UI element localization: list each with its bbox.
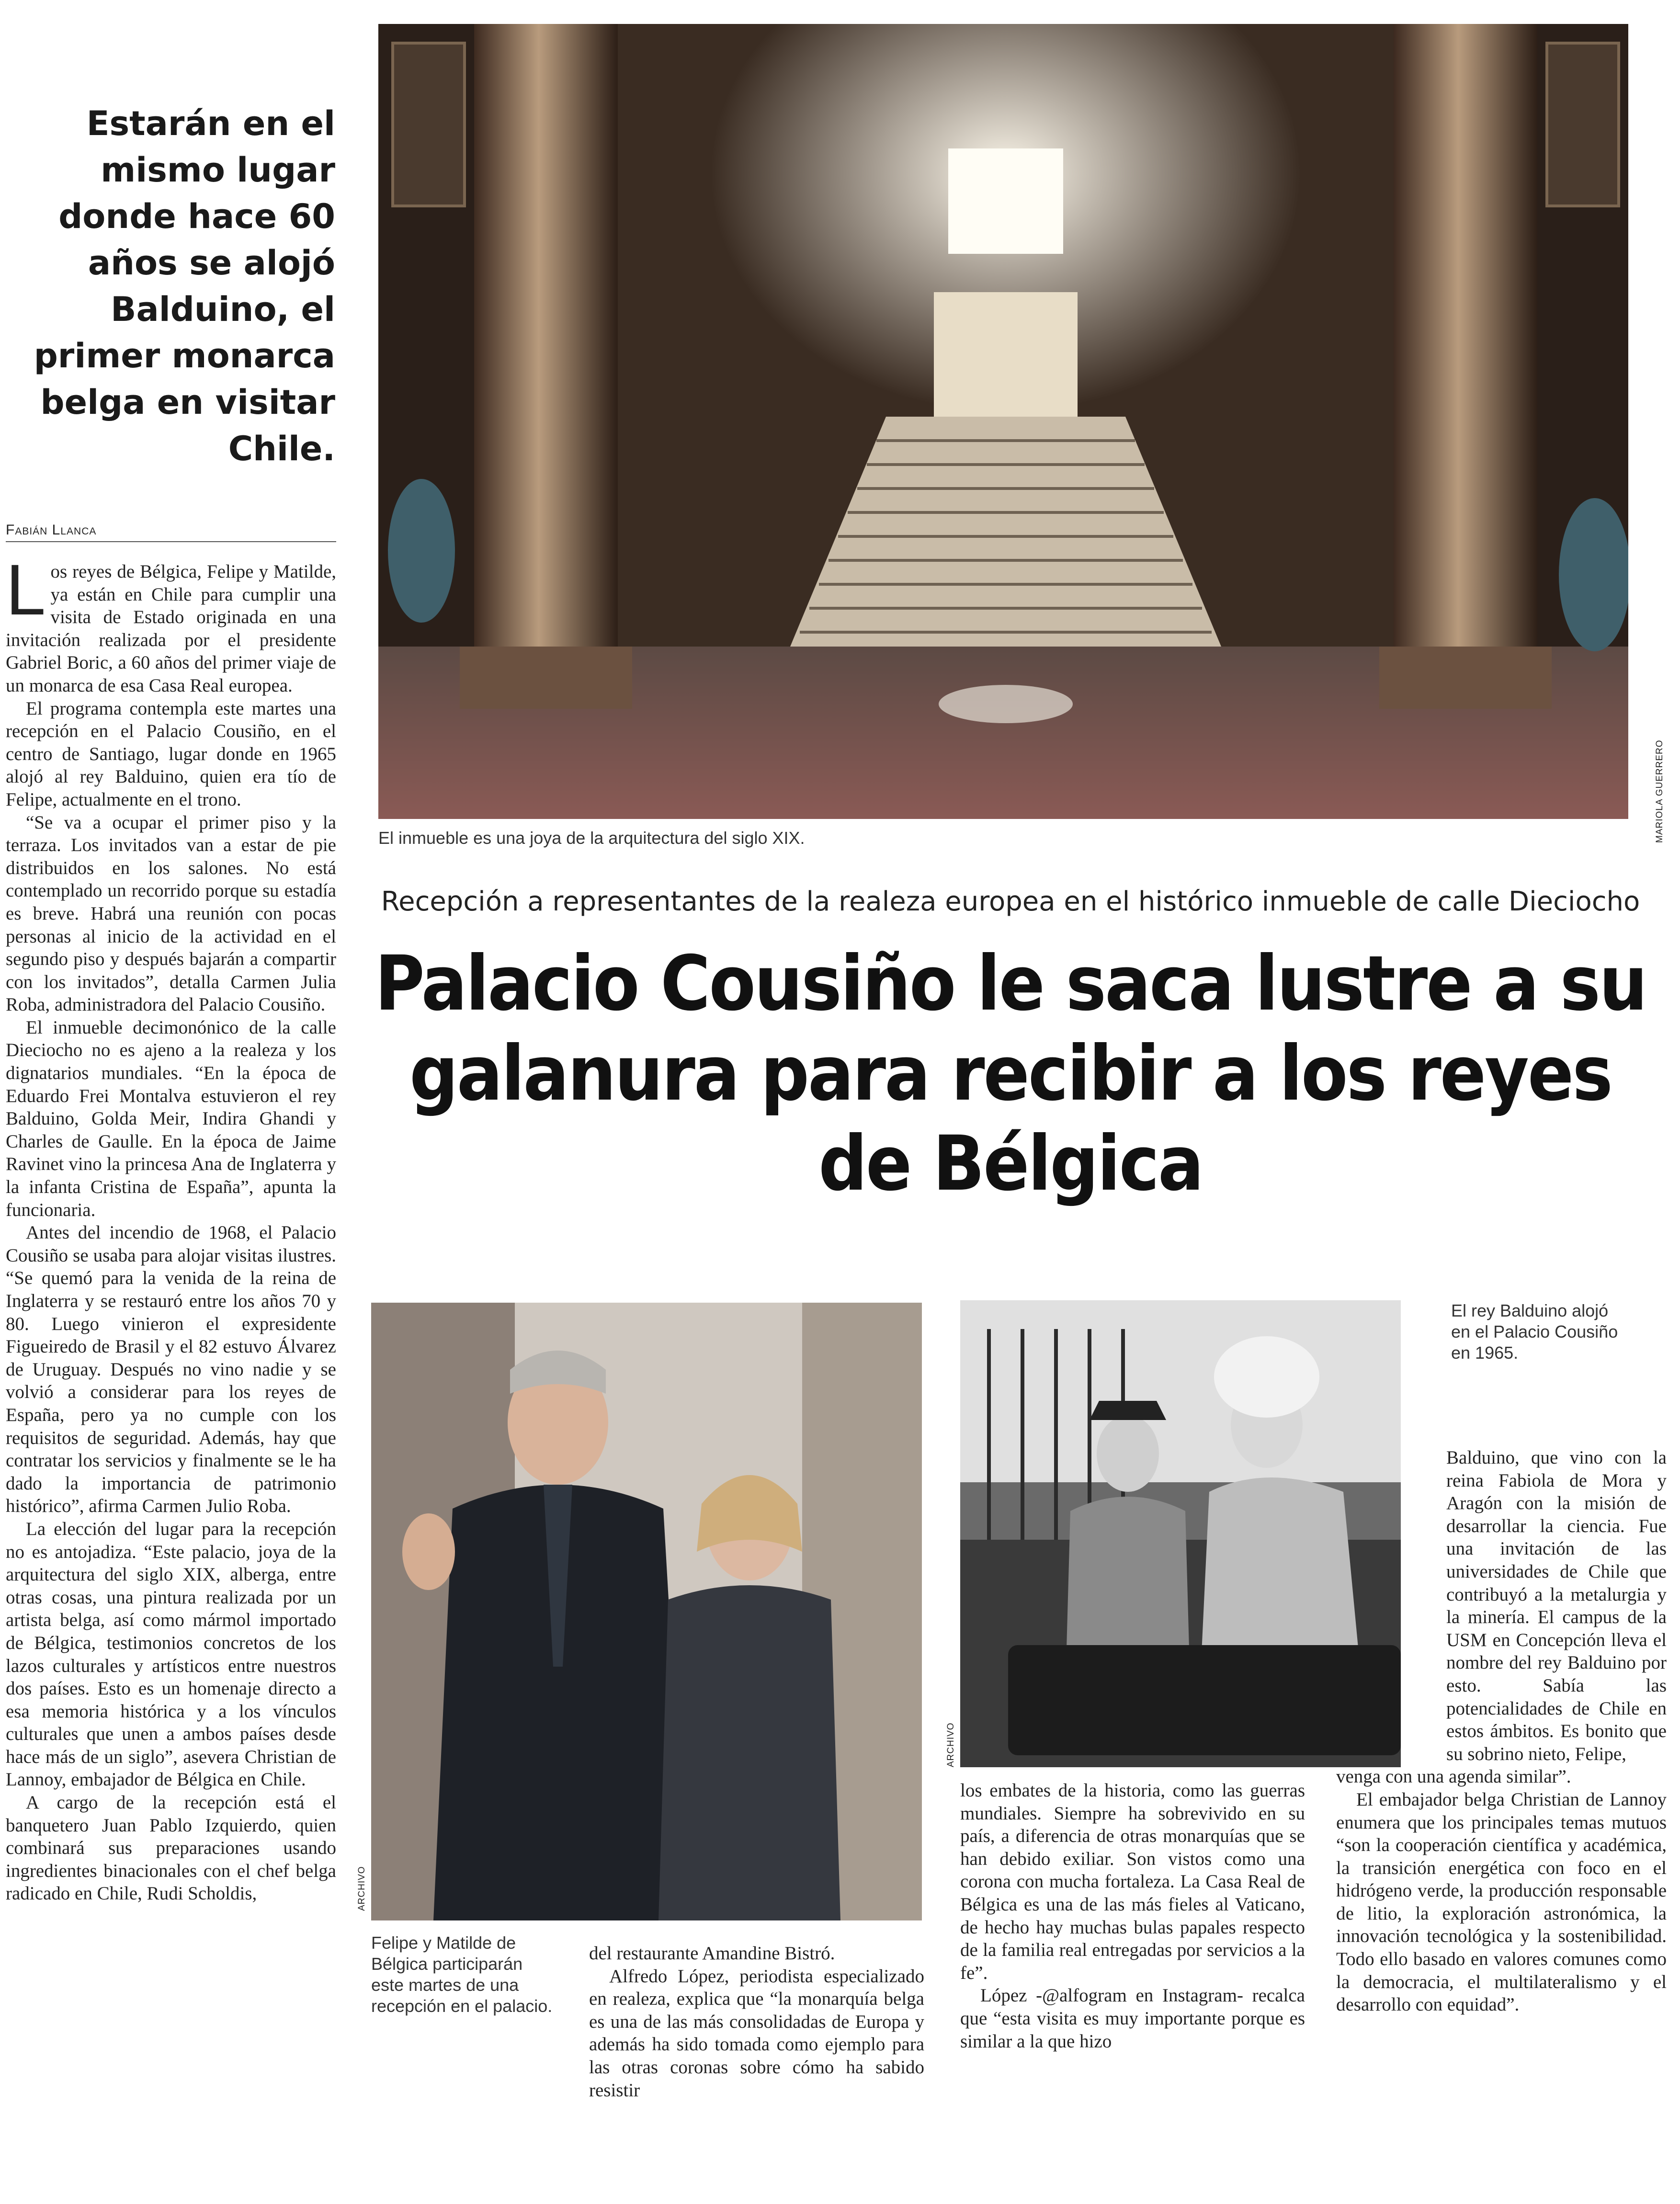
paragraph: El embajador belga Christian de Lannoy enumera que los principales temas mutuos “son la cooperación científica y académica, la transición energética con foco en el hidrógeno verde, la producción responsable de litio, la exploración astronómica, la innovación tecnológica y la sostenibilidad. Todo ello basado en valores comunes como la democracia, el multilateralismo y el desarrollo con equidad”.	[1336, 1789, 1667, 2015]
kicker: Recepción a representantes de la realeza europea en el histórico inmueble de calle Dieciocho	[381, 886, 1640, 917]
photo-caption: El inmueble es una joya de la arquitectura del siglo XIX.	[378, 828, 805, 848]
photo-caption: Felipe y Matilde de Bélgica participarán este martes de una recepción en el palacio.	[371, 1933, 553, 2016]
paragraph: La elección del lugar para la recepción no es antojadiza. “Este palacio, joya de la arquitectura del siglo XIX, alberga, entre otras cosas, una pintura realizada por un artista belga, así como mármol importado de Bélgica, testimonios concretos de los lazos culturales y artísticos entre nuestros dos países. Esto es un homenaje directo a esa memoria histórica y a los vínculos culturales que unen a ambos países desde hace más de un siglo”, asevera Christian de Lannoy, embajador de Bélgica en Chile.	[6, 1518, 336, 1790]
body-column-3	[960, 1779, 1305, 2053]
paragraph: A cargo de la recepción está el banquetero Juan Pablo Izquierdo, quien combinará sus preparaciones usando ingredientes binacionales con el chef belga radicado en Chile, Rudi Scholdis,	[6, 1792, 336, 1904]
staircase-photo	[378, 24, 1628, 819]
paragraph: Antes del incendio de 1968, el Palacio Cousiño se usaba para alojar visitas ilustres. “Se quemó para la venida de la reina de Inglaterra y se restauró entre los años 70 y 80. Luego vinieron el expresidente Figueiredo de Brasil y el 82 estuvo Álvarez de Uruguay. Después no vino nadie y se volvió a considerar para los reyes de España, pero ya no cumple con los requisitos de seguridad. Además, hay que contratar los servicios y finalmente se le ha dado la importancia de patrimonio histórico”, afirma Carmen Julio Roba.	[6, 1222, 336, 1517]
paragraph: Alfredo López, periodista especializado en realeza, explica que “la monarquía belga es una de las más consolidadas de Europa y además ha sido tomada como ejemplo para las otras coronas sobre cómo ha sabido resistir	[589, 1965, 924, 2101]
byline: Fabián Llanca	[6, 522, 336, 542]
paragraph: los embates de la historia, como las guerras mundiales. Siempre ha sobrevivido en su país, a diferencia de otras monarquías que se han debido exiliar. Son vistos como una corona con mucha fortaleza. La Casa Real de Bélgica es una de las más fieles al Vaticano, de hecho hay muchas bulas papales respecto de la familia real entregadas por servicios a la fe”.	[960, 1780, 1305, 1983]
balduino-photo	[960, 1300, 1401, 1767]
photo-caption: El rey Balduino alojó en el Palacio Cousiño en 1965.	[1451, 1301, 1618, 1363]
paragraph: El inmueble decimonónico de la calle Dieciocho no es ajeno a la realeza y los dignatarios mundiales. “En la época de Eduardo Frei Montalva estuvieron el rey Balduino, Golda Meir, Indira Ghandi y Charles de Gaulle. En la época de Jaime Ravinet vino la princesa Ana de Inglaterra y la infanta Cristina de España”, apunta la funcionaria.	[6, 1017, 336, 1220]
photo-credit: MARIOLA GUERRERO	[1655, 739, 1665, 843]
paragraph: venga con una agenda similar”.	[1336, 1766, 1571, 1787]
pull-quote: Estarán en el mismo lugar donde hace 60 años se alojó Balduino, el primer monarca belga en visitar Chile.	[34, 104, 335, 468]
royals-photo	[371, 1303, 922, 1920]
headline: Palacio Cousiño le saca lustre a su galanura para recibir a los reyes de Bélgica	[375, 940, 1646, 1208]
paragraph: El programa contempla este martes una recepción en el Palacio Cousiño, en el centro de Santiago, lugar donde en 1965 alojó al rey Balduino, quien era tío de Felipe, actualmente en el trono.	[6, 698, 336, 810]
paragraph: López -@alfogram en Instagram- recalca que “esta visita es muy importante porque es similar a la que hizo	[960, 1985, 1305, 2052]
drop-cap: L	[6, 549, 46, 630]
photo-credit: ARCHIVO	[357, 1866, 367, 1911]
photo-credit: ARCHIVO	[946, 1722, 956, 1767]
body-column-4	[1336, 1446, 1667, 2016]
paragraph: os reyes de Bélgica, Felipe y Matilde, ya están en Chile para cumplir una visita de Estado originada en una invitación realizada por el presidente Gabriel Boric, a 60 años del primer viaje de un monarca de esa Casa Real europea.	[6, 561, 336, 696]
paragraph: Balduino, que vino con la reina Fabiola de Mora y Aragón con la misión de desarrollar la ciencia. Fue una invitación de las universidades de Chile que contribuyó a la metalurgia y la minería. El campus de la USM en Concepción lleva el nombre del rey Balduino por esto. Sabía las potencialidades de Chile en estos ámbitos. Es bonito que su sobrino nieto, Felipe,	[1446, 1447, 1667, 1764]
body-column-1	[6, 549, 336, 1905]
paragraph: “Se va a ocupar el primer piso y la terraza. Los invitados van a estar de pie distribuidos en los salones. No está contemplado un recorrido porque su estadía es breve. Habrá una reunión con pocas personas al inicio de la actividad en el segundo piso y después bajarán a compartir con los invitados”, detalla Carmen Julia Roba, administradora del Palacio Cousiño.	[6, 812, 336, 1015]
paragraph: del restaurante Amandine Bistró.	[589, 1943, 835, 1964]
body-column-2	[589, 1942, 924, 2102]
